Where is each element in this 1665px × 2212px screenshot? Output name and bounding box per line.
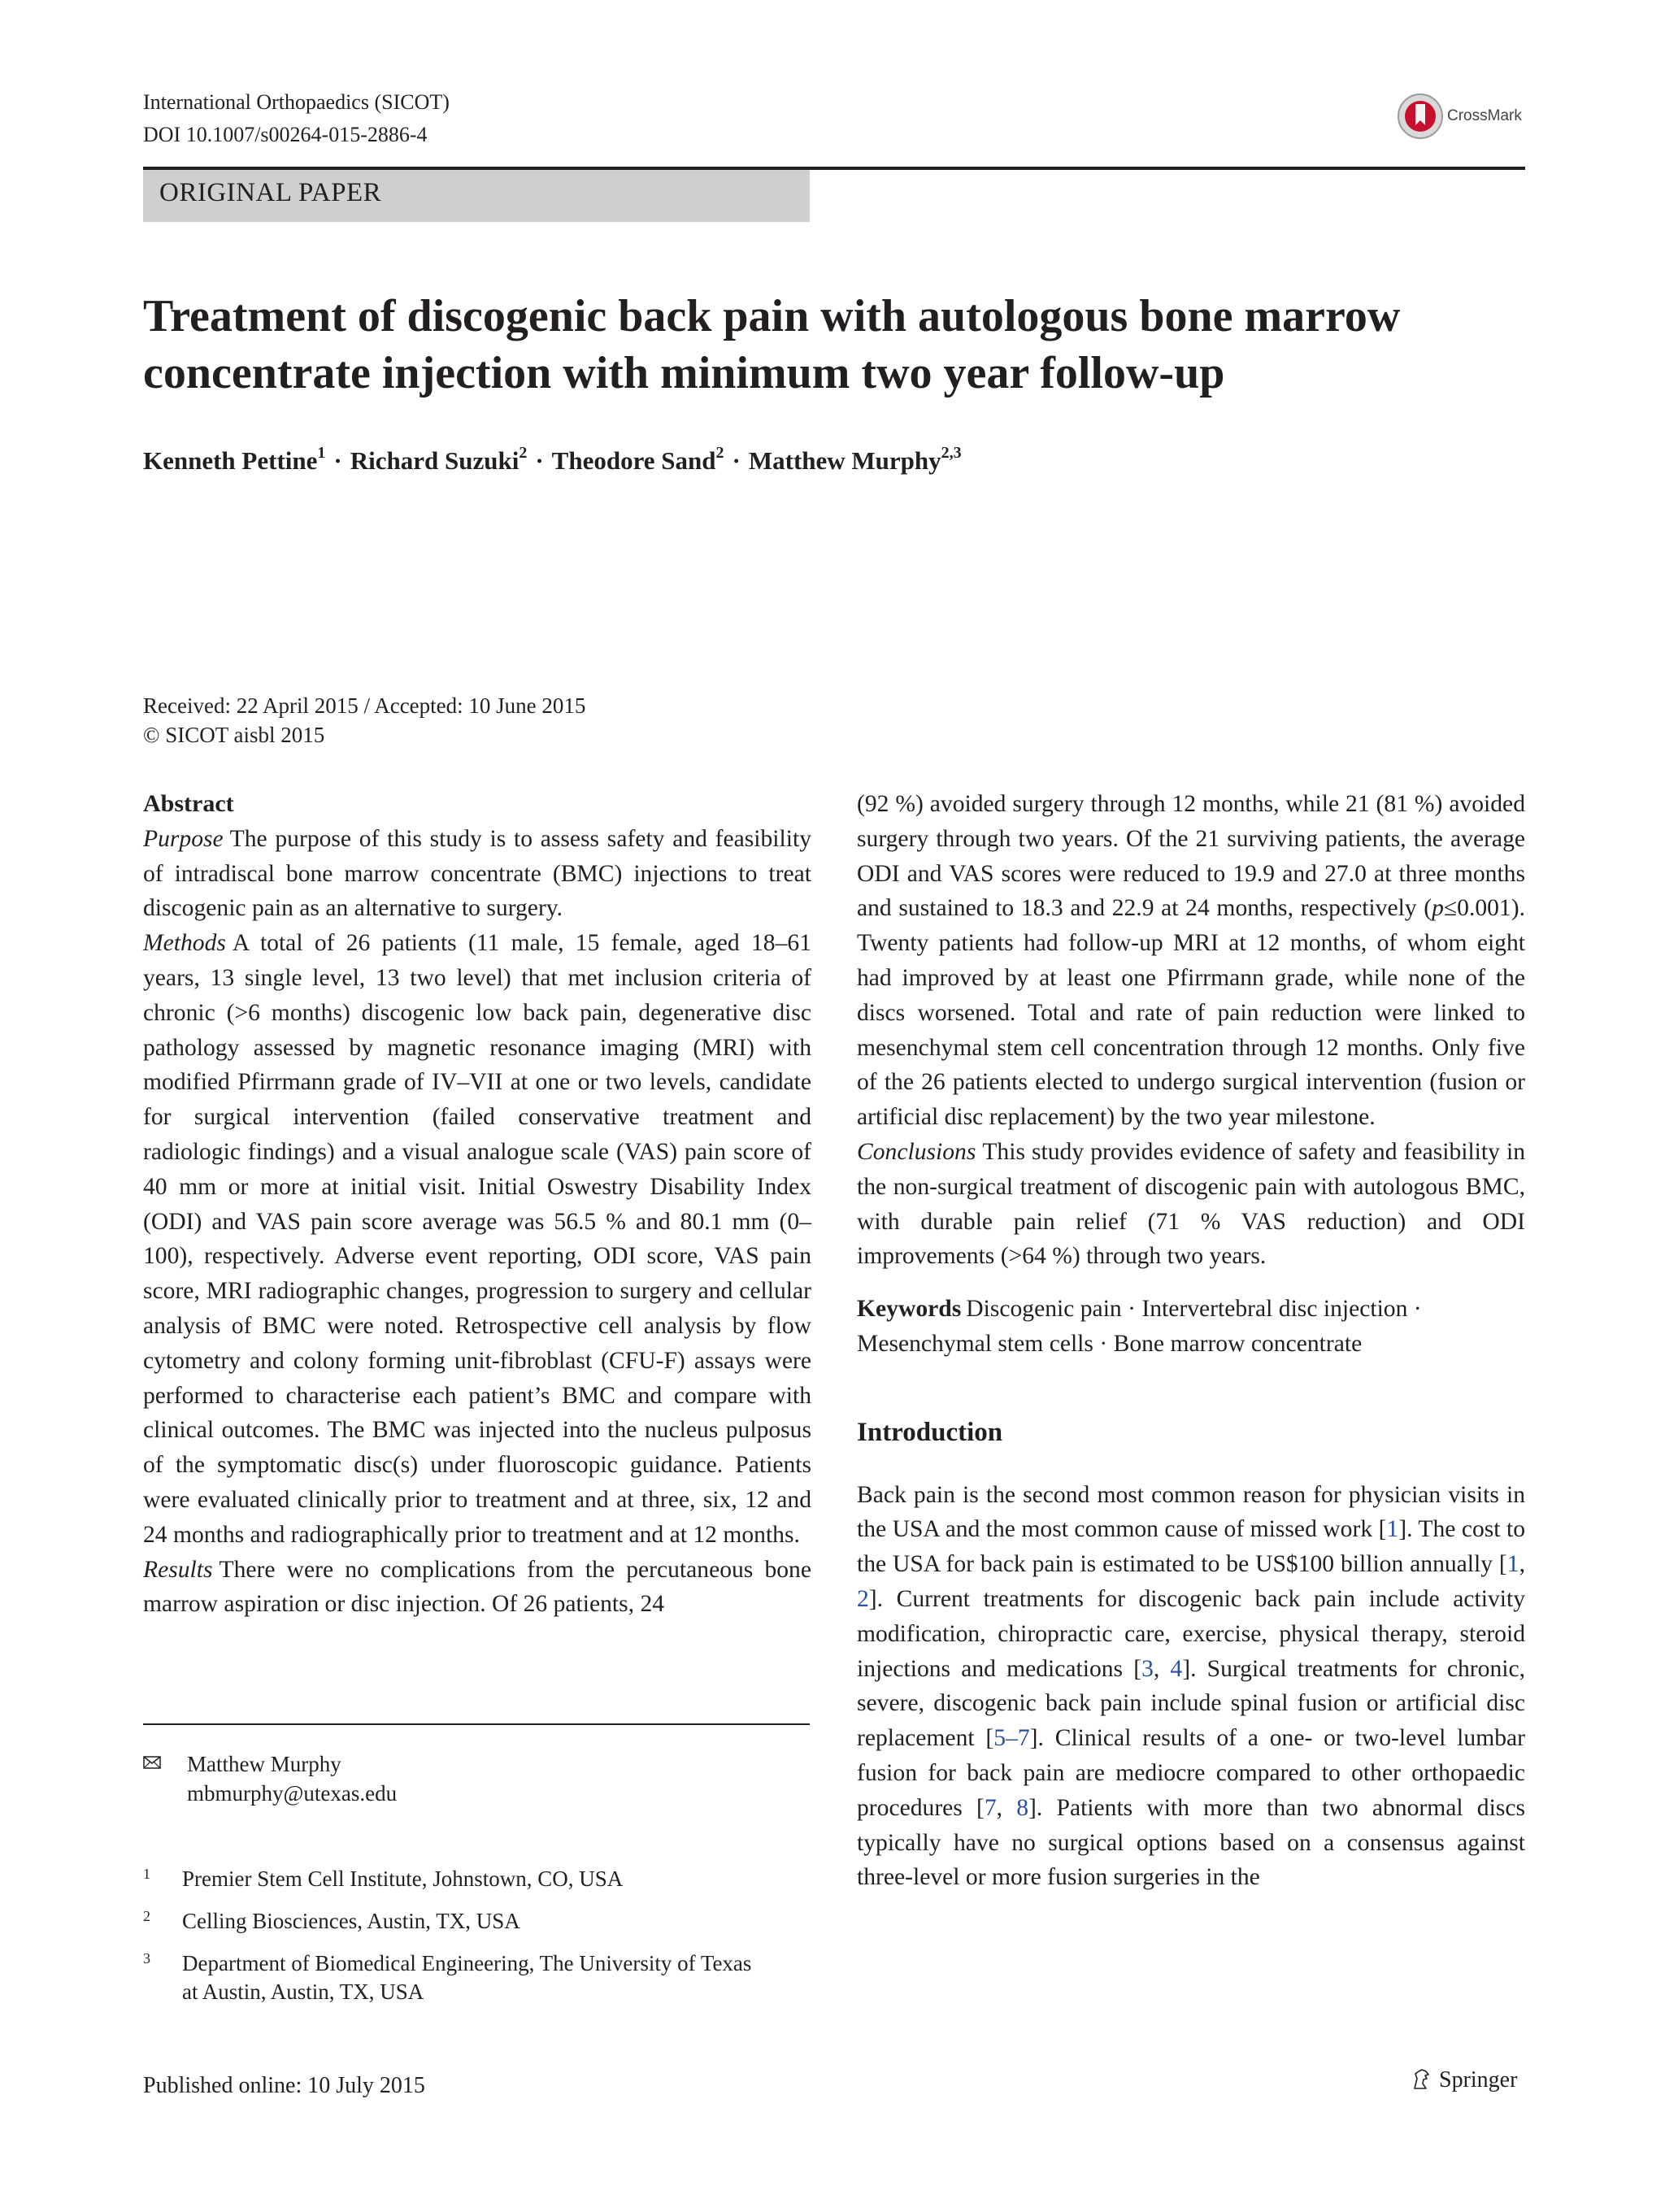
received-accepted-dates: Received: 22 April 2015 / Accepted: 10 June 2015: [143, 693, 586, 718]
affiliation-text: Department of Biomedical Engineering, The University of Texas at Austin, Austin, TX, USA: [182, 1951, 752, 2004]
intro-text: ,: [1519, 1551, 1525, 1578]
abstract-results-continued: [857, 787, 1525, 1135]
p-value-symbol: p: [1432, 895, 1444, 922]
citation-link[interactable]: 7: [984, 1794, 997, 1821]
intro-text: ]. Surgical treatments for chronic, severe, discogenic back pain include spinal fusion or artificial disc replacement [: [857, 1655, 1526, 1752]
journal-header: [143, 86, 450, 151]
keywords: [857, 1292, 1525, 1362]
abstract-results-start: [143, 1553, 811, 1623]
abstract-conclusions: [857, 1135, 1525, 1274]
right-column: [857, 787, 1525, 1895]
article-dates: [143, 691, 585, 750]
abstract-purpose: [143, 822, 811, 926]
author-affiliation-marker: 2,3: [941, 444, 962, 462]
intro-text: Back pain is the second most common reason for physician visits in the USA and the most common cause of missed work [: [857, 1481, 1525, 1543]
purpose-text: The purpose of this study is to assess safety and feasibility of intradiscal bone marrow concentrate (BMC) injections to treat discogenic pain as an alternative to surgery.: [143, 825, 811, 922]
citation-link[interactable]: 5–7: [993, 1725, 1030, 1752]
author-separator: ·: [732, 446, 741, 475]
author-list: [143, 443, 962, 479]
footnote-rule: [143, 1723, 810, 1725]
crossmark-badge[interactable]: [1397, 91, 1527, 143]
publisher-name: Springer: [1439, 2067, 1518, 2092]
conclusions-text: This study provides evidence of safety and feasibility in the non-surgical treatment of discogenic pain with autologous BMC, with durable pain relief (71 % VAS reduction) and ODI improvements (>64 %) through two years.: [857, 1138, 1525, 1270]
published-online-date: Published online: 10 July 2015: [143, 2073, 425, 2098]
paper-type-label: ORIGINAL PAPER: [159, 178, 382, 207]
purpose-label: Purpose: [143, 825, 224, 852]
citation-link[interactable]: 8: [1016, 1794, 1029, 1821]
envelope-icon: [143, 1756, 161, 1769]
author-affiliation-marker: 1: [317, 444, 326, 462]
journal-name: International Orthopaedics (SICOT): [143, 90, 450, 114]
intro-text: ]. Clinical results of a one- or two-level lumbar fusion for back pain are mediocre compared to other orthopaedic procedures [: [857, 1725, 1525, 1821]
affiliation-text: Celling Biosciences, Austin, TX, USA: [182, 1909, 520, 1933]
intro-text: ]. Current treatments for discogenic back pain include activity modification, chiropractic care, exercise, physical therapy, steroid injections and medications [: [857, 1585, 1525, 1682]
left-column: [143, 787, 811, 1622]
citation-link[interactable]: 4: [1170, 1655, 1183, 1682]
abstract-methods: [143, 926, 811, 1552]
citation-link[interactable]: 2: [857, 1585, 869, 1612]
introduction-heading: Introduction: [857, 1417, 1003, 1447]
conclusions-label: Conclusions: [857, 1138, 976, 1165]
correspondence-email[interactable]: mbmurphy@utexas.edu: [187, 1781, 398, 1806]
crossmark-label: CrossMark: [1447, 107, 1522, 124]
keywords-line-1: Discogenic pain · Intervertebral disc injection ·: [966, 1296, 1422, 1323]
springer-horse-icon: [1410, 2067, 1434, 2092]
article-title: Treatment of discogenic back pain with autologous bone marrow concentrate injection with minimum two year follow-up: [143, 291, 1401, 398]
results-text-left: There were no complications from the percutaneous bone marrow aspiration or disc injection. Of 26 patients, 24: [143, 1556, 811, 1618]
results-label: Results: [143, 1556, 213, 1583]
intro-text: ]. The cost to the USA for back pain is estimated to be US$100 billion annually [: [857, 1516, 1525, 1578]
author-name[interactable]: Kenneth Pettine: [143, 446, 318, 475]
publisher-logo: [1410, 2064, 1548, 2100]
methods-text: A total of 26 patients (11 male, 15 female, aged 18–61 years, 13 single level, 13 two level) that met inclusion criteria of chronic (>6 months) discogenic low back pain, degenerative disc pathology assessed by magnetic resonance imaging (MRI) with modified Pfirrmann grade of IV–VII at one or two levels, candidate for surgical intervention (failed conservative treatment and radiologic findings) and a visual analogue scale (VAS) pain score of 40 mm or more at initial visit. Initial Oswestry Disability Index (ODI) and VAS pain score average was 56.5 % and 80.1 mm (0–100), respectively. Adverse event reporting, ODI score, VAS pain score, MRI radiographic changes, progression to surgery and cellular analysis of BMC were noted. Retrospective cell analysis by flow cytometry and colony forming unit-fibroblast (CFU-F) assays were performed to characterise each patient’s BMC and compare with clinical outcomes. The BMC was injected into the nucleus pulposus of the symptomatic disc(s) under fluoroscopic guidance. Patients were evaluated clinically prior to treatment and at three, six, 12 and 24 months and radiographically prior to treatment and at 12 months.: [143, 930, 811, 1548]
author-separator: ·: [535, 446, 544, 475]
affiliation-text: Premier Stem Cell Institute, Johnstown, CO, USA: [182, 1867, 624, 1891]
doi-link[interactable]: DOI 10.1007/s00264-015-2886-4: [143, 123, 428, 146]
intro-text: ,: [996, 1794, 1017, 1821]
author-name[interactable]: Theodore Sand: [551, 446, 716, 475]
correspondence-name: Matthew Murphy: [187, 1752, 341, 1776]
author-separator: ·: [333, 446, 342, 475]
author-name[interactable]: Matthew Murphy: [748, 446, 941, 475]
citation-link[interactable]: 1: [1506, 1551, 1519, 1578]
citation-link[interactable]: 3: [1141, 1655, 1154, 1682]
crossmark-icon: [1397, 93, 1444, 140]
affiliation-number: 1: [143, 1866, 150, 1882]
copyright-line: © SICOT aisbl 2015: [143, 723, 325, 747]
methods-label: Methods: [143, 930, 226, 957]
affiliation-number: 2: [143, 1908, 150, 1924]
keywords-label: Keywords: [857, 1296, 962, 1323]
keywords-line-2: Mesenchymal stem cells · Bone marrow concentrate: [857, 1330, 1363, 1357]
intro-text: ]. Patients with more than two abnormal discs typically have no surgical options based on a consensus against three-level or more fusion surgeries in the: [857, 1794, 1525, 1891]
author-affiliation-marker: 2: [519, 444, 528, 462]
affiliation-number: 3: [143, 1950, 150, 1966]
paper-type-banner: [143, 170, 810, 222]
citation-link[interactable]: 1: [1386, 1516, 1399, 1543]
author-affiliation-marker: 2: [715, 444, 724, 462]
results-text-right: (92 %) avoided surgery through 12 months, while 21 (81 %) avoided surgery through two years. Of the 21 surviving patients, the average ODI and VAS scores were reduced to 19.9 and 27.0 at three months and sustained to 18.3 and 22.9 at 24 months, respectively (: [857, 791, 1525, 922]
author-name[interactable]: Richard Suzuki: [350, 446, 519, 475]
results-text-right-cont: ≤0.001). Twenty patients had follow-up MRI at 12 months, of whom eight had improved by at least one Pfirrmann grade, while none of the discs worsened. Total and rate of pain reduction were linked to mesenchymal stem cell concentration through 12 months. Only five of the 26 patients elected to undergo surgical intervention (fusion or artificial disc replacement) by the two year milestone.: [857, 895, 1525, 1131]
abstract-heading: Abstract: [143, 790, 234, 817]
intro-text: ,: [1153, 1655, 1171, 1682]
introduction-paragraph: [857, 1478, 1525, 1896]
